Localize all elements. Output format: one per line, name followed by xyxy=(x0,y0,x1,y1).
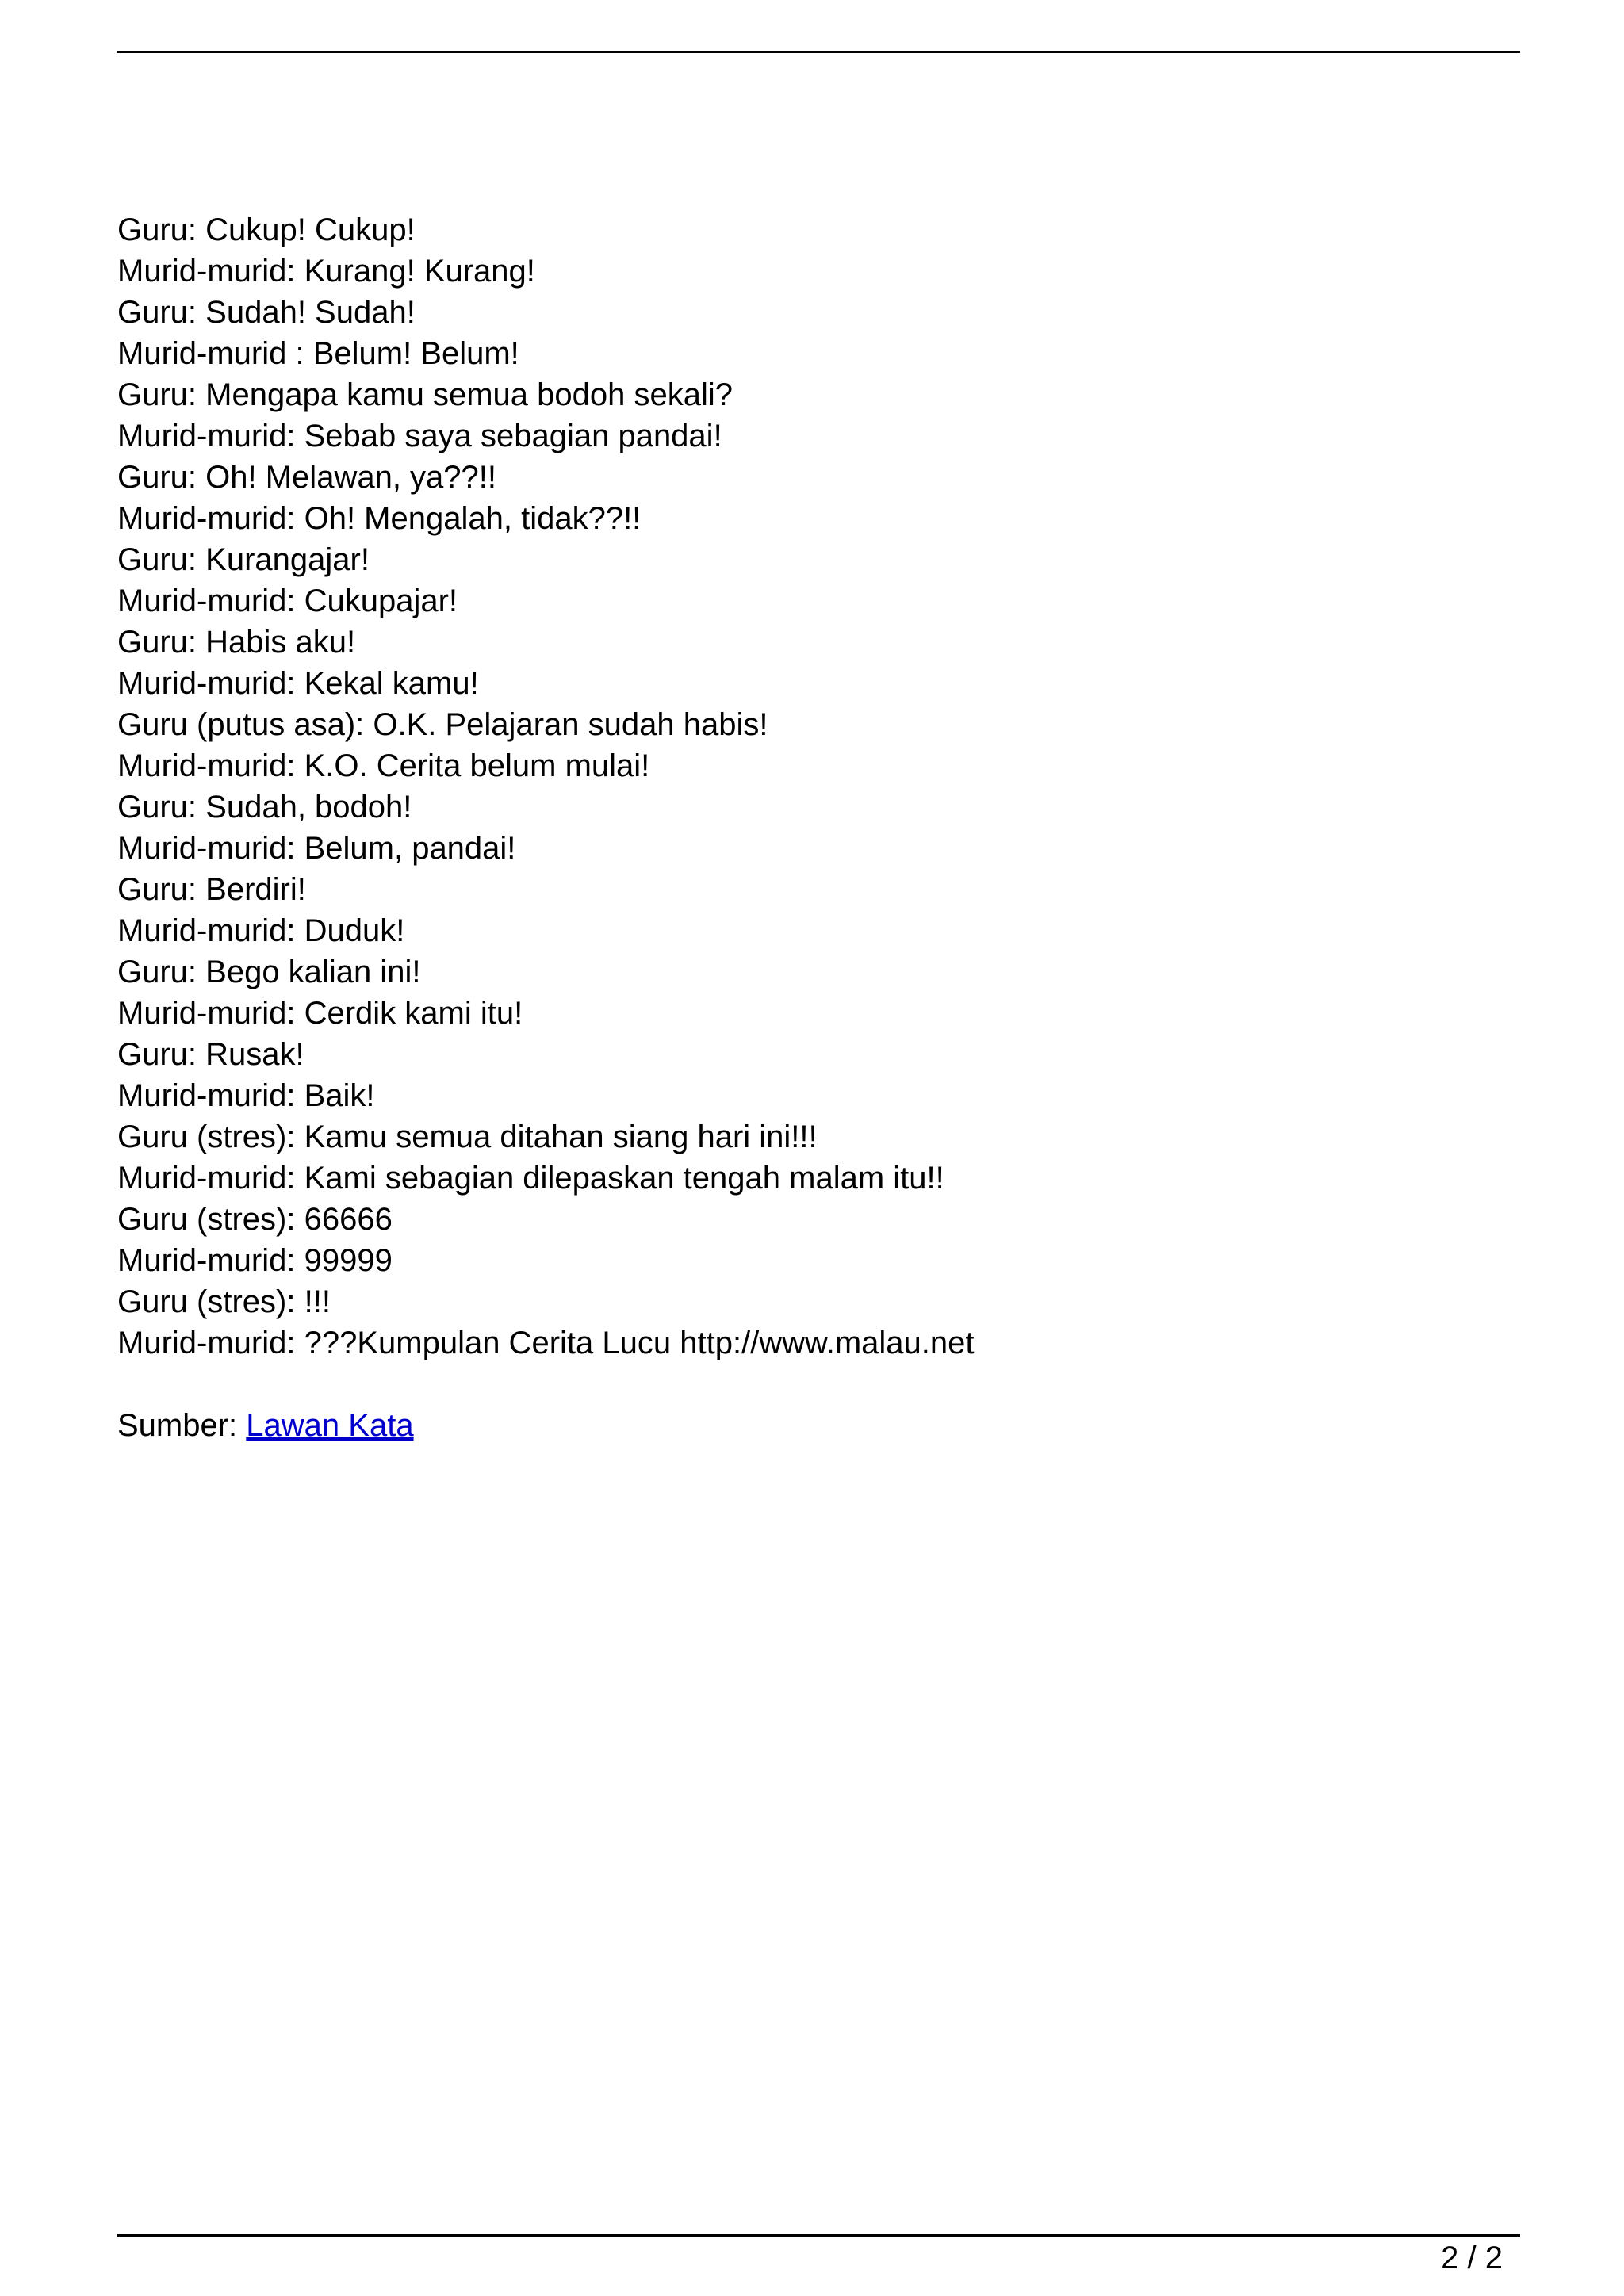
dialogue-line: Murid-murid: ???Kumpulan Cerita Lucu http://www.malau.net xyxy=(117,1326,975,1360)
dialogue-line: Guru: Cukup! Cukup! xyxy=(117,212,416,247)
dialogue-line: Murid-murid: Duduk! xyxy=(117,913,405,948)
dialogue-line: Murid-murid: K.O. Cerita belum mulai! xyxy=(117,748,650,783)
dialogue-line: Guru: Sudah, bodoh! xyxy=(117,790,412,825)
dialogue-line: Guru (stres): !!! xyxy=(117,1284,331,1319)
dialogue-line: Murid-murid: Belum, pandai! xyxy=(117,831,516,866)
dialogue-line: Guru: Mengapa kamu semua bodoh sekali? xyxy=(117,377,733,412)
dialogue-line: Murid-murid: Kurang! Kurang! xyxy=(117,254,535,289)
dialogue-line: Guru (stres): Kamu semua ditahan siang hari ini!!! xyxy=(117,1119,818,1154)
page-number: 2 / 2 xyxy=(1441,2241,1503,2275)
dialogue-block xyxy=(117,209,1465,1364)
header-rule xyxy=(117,51,1520,53)
dialogue-line: Murid-murid: Cerdik kami itu! xyxy=(117,996,523,1031)
dialogue-line: Guru: Bego kalian ini! xyxy=(117,955,421,989)
dialogue-line: Murid-murid: 99999 xyxy=(117,1243,393,1278)
dialogue-line: Guru: Berdiri! xyxy=(117,872,306,907)
source-link[interactable]: Lawan Kata xyxy=(246,1408,414,1443)
dialogue-line: Murid-murid: Kami sebagian dilepaskan tengah malam itu!! xyxy=(117,1161,944,1196)
dialogue-line: Murid-murid: Cukupajar! xyxy=(117,584,458,618)
dialogue-line: Guru: Kurangajar! xyxy=(117,542,370,577)
dialogue-line: Murid-murid: Oh! Mengalah, tidak??!! xyxy=(117,501,642,536)
document-body xyxy=(117,209,1465,1446)
dialogue-line: Murid-murid: Sebab saya sebagian pandai! xyxy=(117,419,722,453)
dialogue-line: Murid-murid: Baik! xyxy=(117,1078,375,1113)
dialogue-line: Guru (putus asa): O.K. Pelajaran sudah habis! xyxy=(117,707,768,742)
footer-rule xyxy=(117,2234,1520,2237)
dialogue-line: Guru: Oh! Melawan, ya??!! xyxy=(117,460,497,495)
dialogue-line: Guru: Habis aku! xyxy=(117,625,356,660)
source-line xyxy=(117,1405,1465,1446)
dialogue-line: Murid-murid : Belum! Belum! xyxy=(117,336,519,371)
source-label: Sumber: xyxy=(117,1408,247,1443)
dialogue-line: Murid-murid: Kekal kamu! xyxy=(117,666,479,701)
dialogue-line: Guru: Rusak! xyxy=(117,1037,304,1072)
dialogue-line: Guru (stres): 66666 xyxy=(117,1202,393,1237)
dialogue-line: Guru: Sudah! Sudah! xyxy=(117,295,416,330)
